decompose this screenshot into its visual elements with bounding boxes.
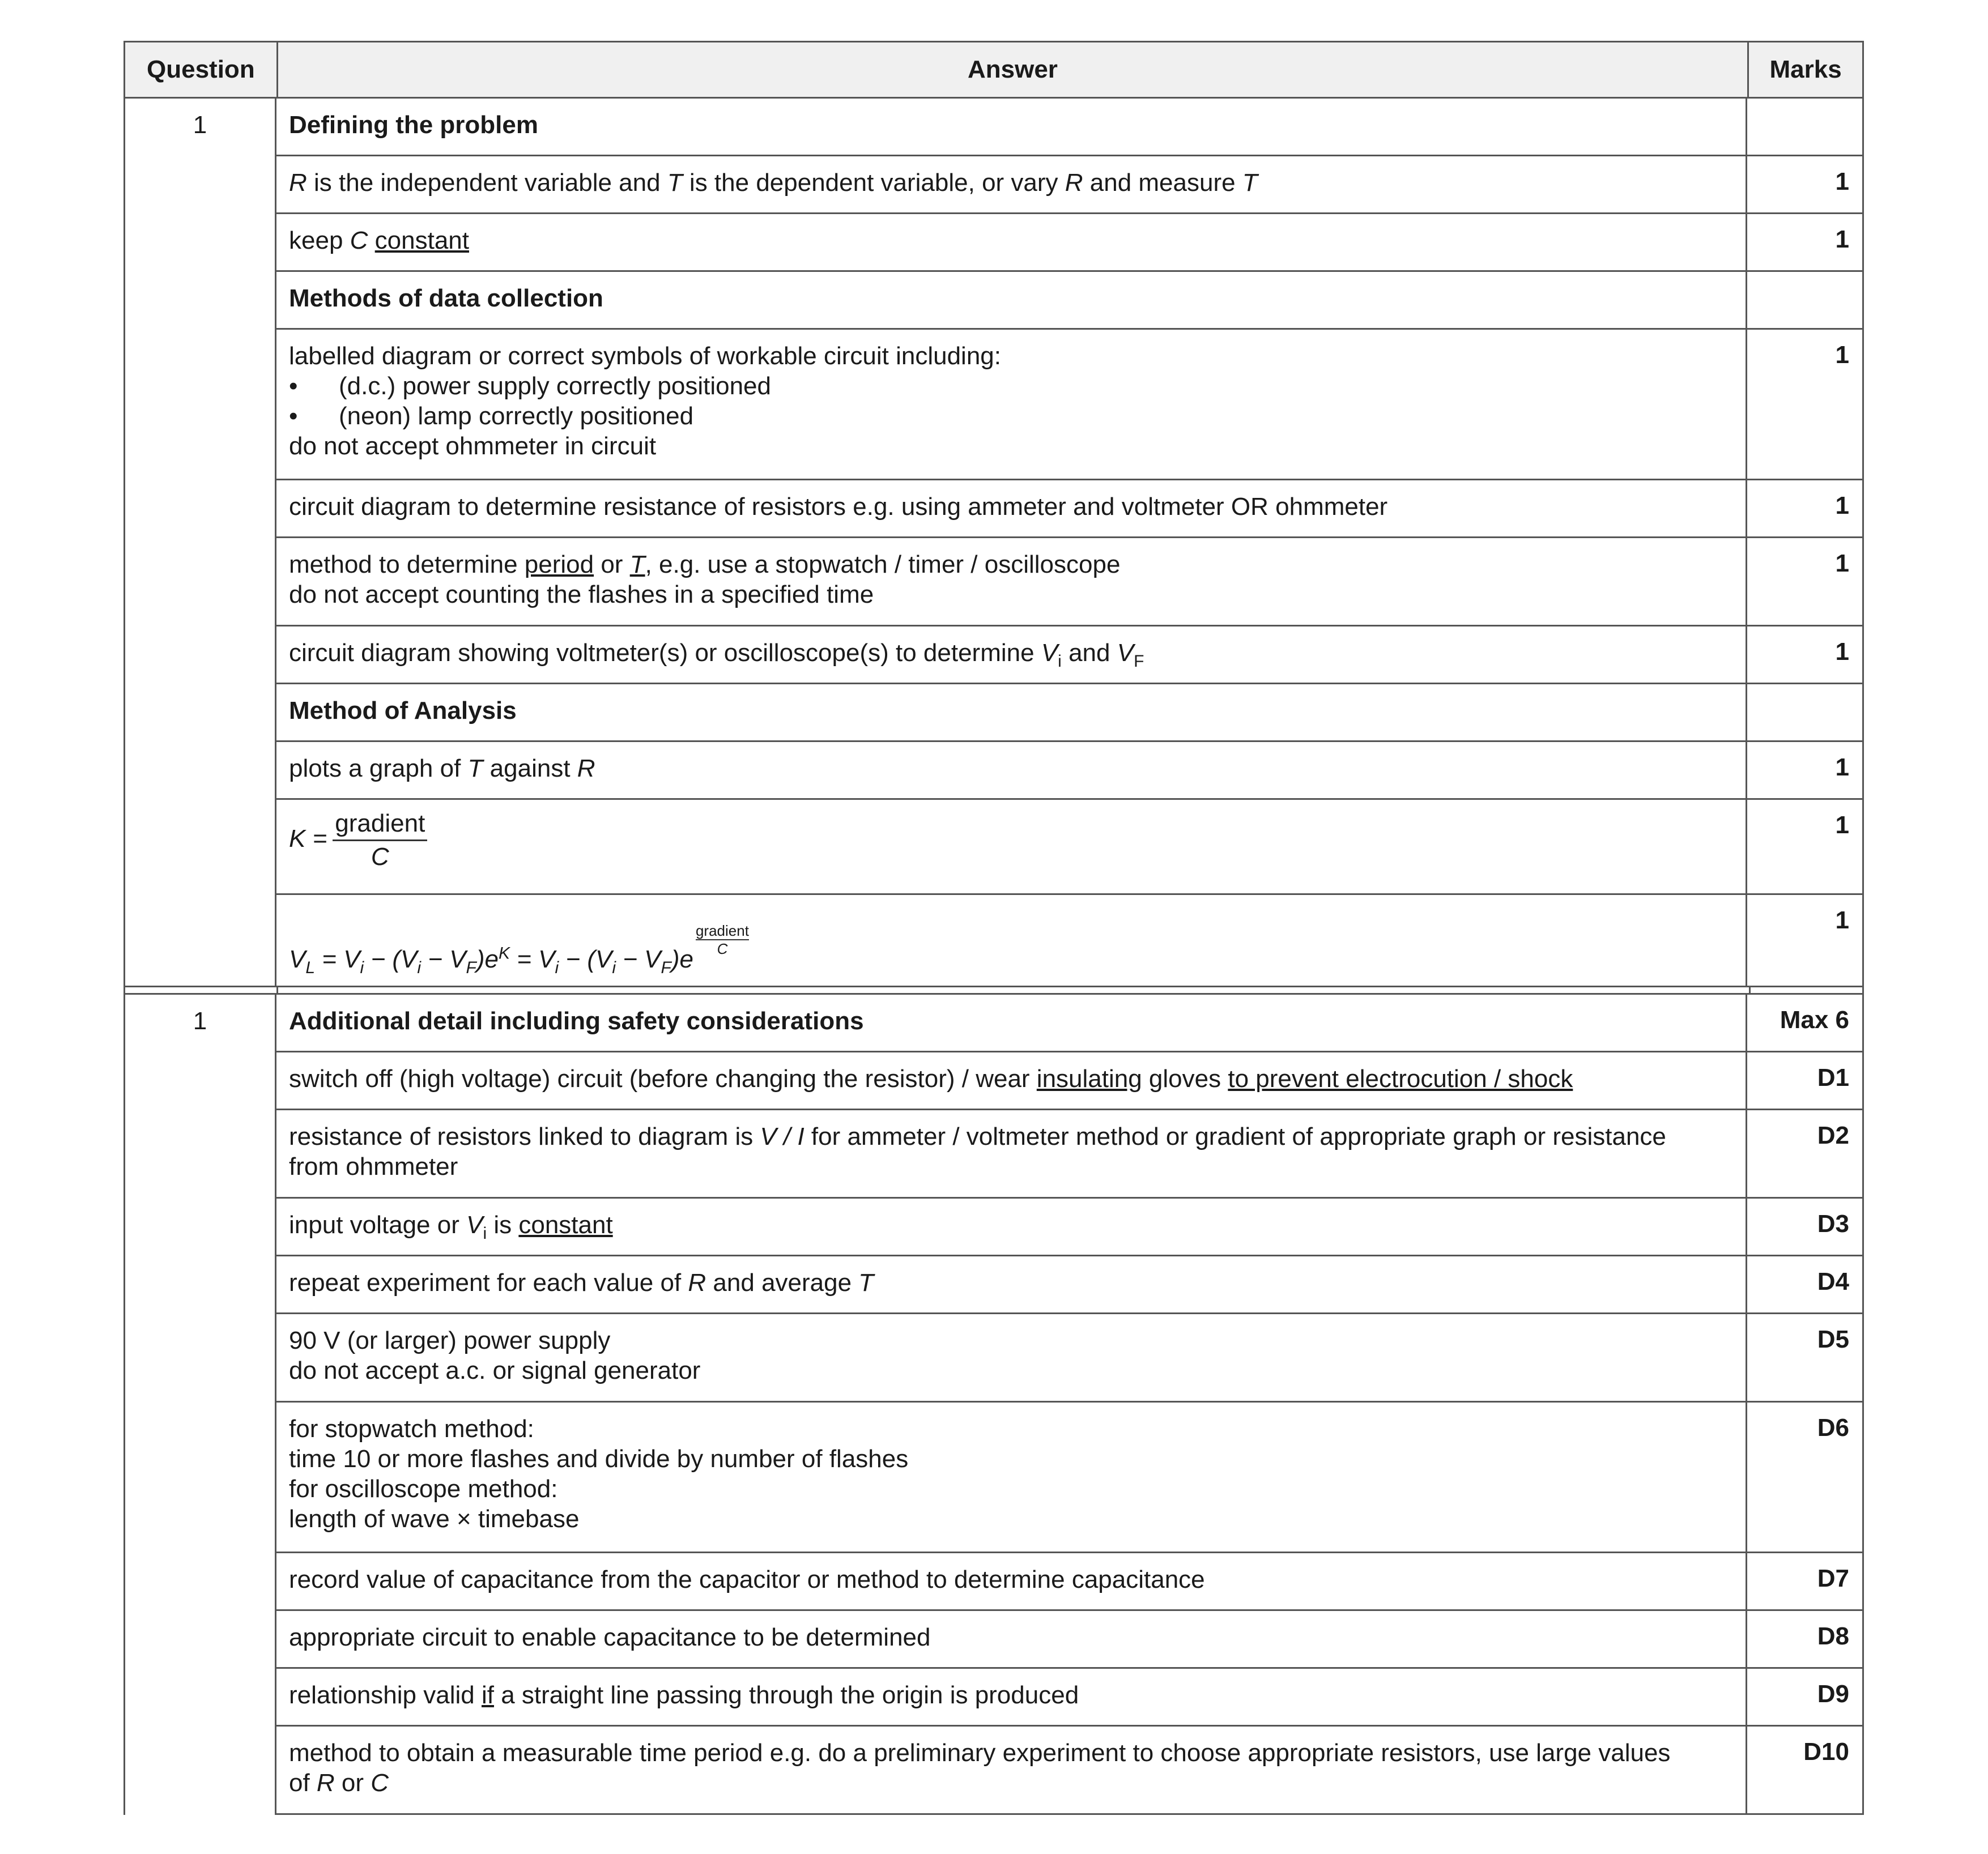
question-number: 1 [125,99,276,986]
answer-cell: circuit diagram showing voltmeter(s) or oscilloscope(s) to determine $V_i$ and $V_F$ [276,626,1747,683]
marks-cell: D2 [1817,1122,1849,1149]
answer-cell: relationship valid if a straight line passing through the origin is produced [276,1669,1747,1725]
table-row [276,538,1862,626]
header-question: Question [125,42,278,97]
marks-cell: 1 [1835,549,1849,577]
marks-cell: 1 [1835,753,1849,781]
mark-scheme-table [124,41,1864,1815]
table-row [276,1110,1862,1199]
table-row [276,684,1862,742]
answer-cell [276,800,1747,893]
section-heading: Defining the problem [276,99,1747,155]
table-row [276,1403,1862,1553]
table-row [276,214,1862,272]
marks-cell: D1 [1817,1064,1849,1092]
marks-cell: D9 [1817,1680,1849,1708]
answer-cell: method to obtain a measurable time period e.g. do a preliminary experiment to choose appropriate resistors, use large values of R or C [276,1727,1747,1813]
table-row [276,1256,1862,1314]
table-row [276,800,1862,895]
marks-cell: D10 [1803,1738,1849,1766]
marks-cell: D6 [1817,1414,1849,1442]
table-row [276,1727,1862,1815]
marks-cell: 1 [1835,638,1849,666]
table-row [276,480,1862,538]
answer-cell: plots a graph of T against R [276,742,1747,798]
section-heading: Methods of data collection [276,272,1747,328]
table-row [276,1611,1862,1669]
formula-lhs: K = [289,825,327,853]
table-row [276,156,1862,214]
block-separator [124,986,1864,995]
answer-cell: keep C constant [276,214,1747,270]
table-row [276,1553,1862,1611]
marks-cell [1747,684,1861,740]
formula-fraction: $\frac{\text{gradient}}{C}$ [333,808,427,873]
marks-cell: D7 [1817,1565,1849,1592]
answer-cell: switch off (high voltage) circuit (before changing the resistor) / wear insulating gloves to prevent electrocution / shock [276,1052,1747,1109]
table-row [276,1669,1862,1727]
section-heading: Method of Analysis [276,684,1747,740]
marks-cell: Max 6 [1780,1006,1849,1034]
table-row [276,330,1862,480]
answer-cell: circuit diagram to determine resistance of resistors e.g. using ammeter and voltmeter OR ohmmeter [276,480,1747,536]
answer-cell: resistance of resistors linked to diagram is V / I for ammeter / voltmeter method or gradient of appropriate graph or resistance from ohmmeter [276,1110,1747,1197]
answer-cell: for stopwatch method: time 10 or more flashes and divide by number of flashes for oscilloscope method: length of wave × timebase [276,1403,1747,1552]
marks-cell: D5 [1817,1325,1849,1353]
marks-cell: 1 [1835,811,1849,839]
table-header [124,41,1864,99]
marks-cell: D8 [1817,1622,1849,1650]
answer-cell: labelled diagram or correct symbols of workable circuit including: • (d.c.) power supply correctly positioned • (neon) lamp correctly positioned do not accept ohmmeter in circuit [276,330,1747,479]
answer-cell: $V_L = V_i - (V_i - V_F)e^K = V_i - (V_i - V_F)e$ $\frac{\text{gradient}}{C}$ [276,895,1747,986]
table-row [276,742,1862,800]
table-row [276,995,1862,1052]
answer-cell: appropriate circuit to enable capacitance to be determined [276,1611,1747,1667]
marks-cell [1747,272,1861,328]
marks-cell: D3 [1817,1210,1849,1238]
table-row [276,99,1862,156]
question-number: 1 [125,995,276,1815]
marks-cell [1747,99,1861,155]
header-marks: Marks [1769,56,1842,83]
bullet-icon: • [289,402,298,430]
marks-cell: 1 [1835,906,1849,934]
marks-cell: 1 [1835,225,1849,253]
answer-cell: input voltage or $V_i$ is constant [276,1199,1747,1255]
marks-cell: 1 [1835,168,1849,195]
marks-cell: 1 [1835,341,1849,369]
answer-cell: record value of capacitance from the capacitor or method to determine capacitance [276,1553,1747,1609]
answer-cell: repeat experiment for each value of R and average T [276,1256,1747,1312]
table-row [276,895,1862,986]
header-answer: Answer [278,42,1749,97]
answer-cell: method to determine period or T, e.g. use a stopwatch / timer / oscilloscope do not accept counting the flashes in a specified time [276,538,1747,625]
table-row [276,1199,1862,1256]
table-row [276,626,1862,684]
question-block-1 [124,99,1864,986]
answer-cell: 90 V (or larger) power supply do not accept a.c. or signal generator [276,1314,1747,1401]
table-row [276,1052,1862,1110]
bullet-icon: • [289,372,298,400]
table-row [276,272,1862,330]
section-heading: Additional detail including safety considerations [276,995,1747,1051]
question-block-2 [124,995,1864,1815]
marks-cell: D4 [1817,1268,1849,1295]
answer-cell: R is the independent variable and T is the dependent variable, or vary R and measure T [276,156,1747,212]
table-row [276,1314,1862,1403]
marks-cell: 1 [1835,492,1849,519]
